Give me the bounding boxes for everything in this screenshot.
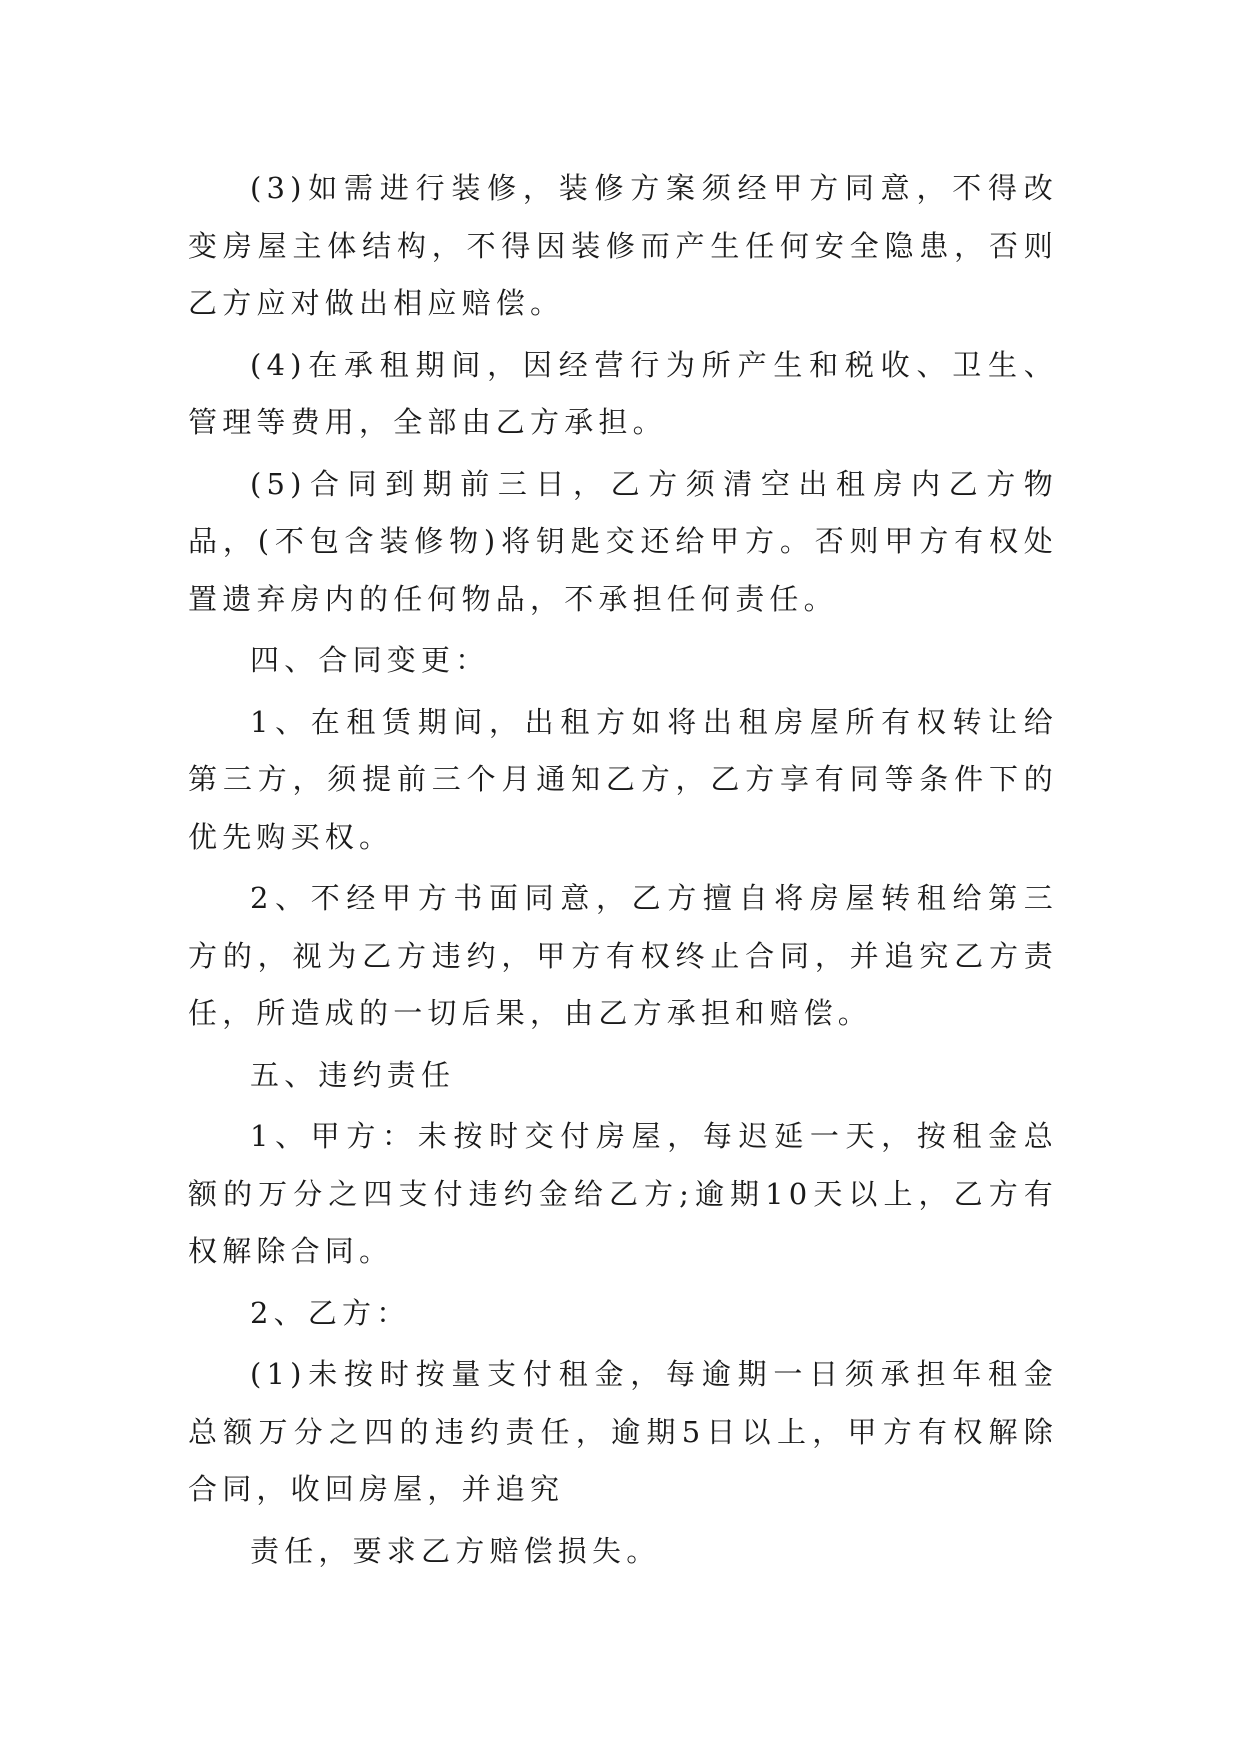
paragraph-renovation-clause: (3)如需进行装修，装修方案须经甲方同意，不得改变房屋主体结构，不得因装修而产生任何安全隐患，否则乙方应对做出相应赔偿。 — [188, 171, 1058, 320]
paragraph-sublease: 2、不经甲方书面同意，乙方擅自将房屋转租给第三方的，视为乙方违约，甲方有权终止合同，并追究乙方责任，所造成的一切后果，由乙方承担和赔偿。 — [188, 881, 1058, 1030]
paragraph-ownership-transfer: 1、在租赁期间，出租方如将出租房屋所有权转让给第三方，须提前三个月通知乙方，乙方享有同等条件下的优先购买权。 — [188, 704, 1058, 854]
section-heading-breach-liability: 五、违约责任 — [250, 1057, 456, 1092]
section-heading-contract-change: 四、合同变更： — [250, 643, 490, 677]
paragraph-party-b-heading: 2、乙方： — [250, 1295, 411, 1330]
paragraph-party-a-liability: 1、甲方：未按时交付房屋，每迟延一天，按租金总额的万分之四支付违约金给乙方;逾期10天以上，乙方有权解除合同。 — [188, 1119, 1058, 1268]
paragraph-vacate-clause: (5)合同到期前三日，乙方须清空出租房内乙方物品，(不包含装修物)将钥匙交还给甲方。否则甲方有权处置遗弃房内的任何物品，不承担任何责任。 — [188, 466, 1058, 616]
paragraph-compensation: 责任，要求乙方赔偿损失。 — [250, 1533, 661, 1568]
paragraph-fees-clause: (4)在承租期间，因经营行为所产生和税收、卫生、管理等费用，全部由乙方承担。 — [188, 347, 1058, 439]
paragraph-late-rent: (1)未按时按量支付租金，每逾期一日须承担年租金总额万分之四的违约责任，逾期5日以上，甲方有权解除合同，收回房屋，并追究 — [188, 1357, 1058, 1506]
document-body — [188, 160, 1058, 1584]
